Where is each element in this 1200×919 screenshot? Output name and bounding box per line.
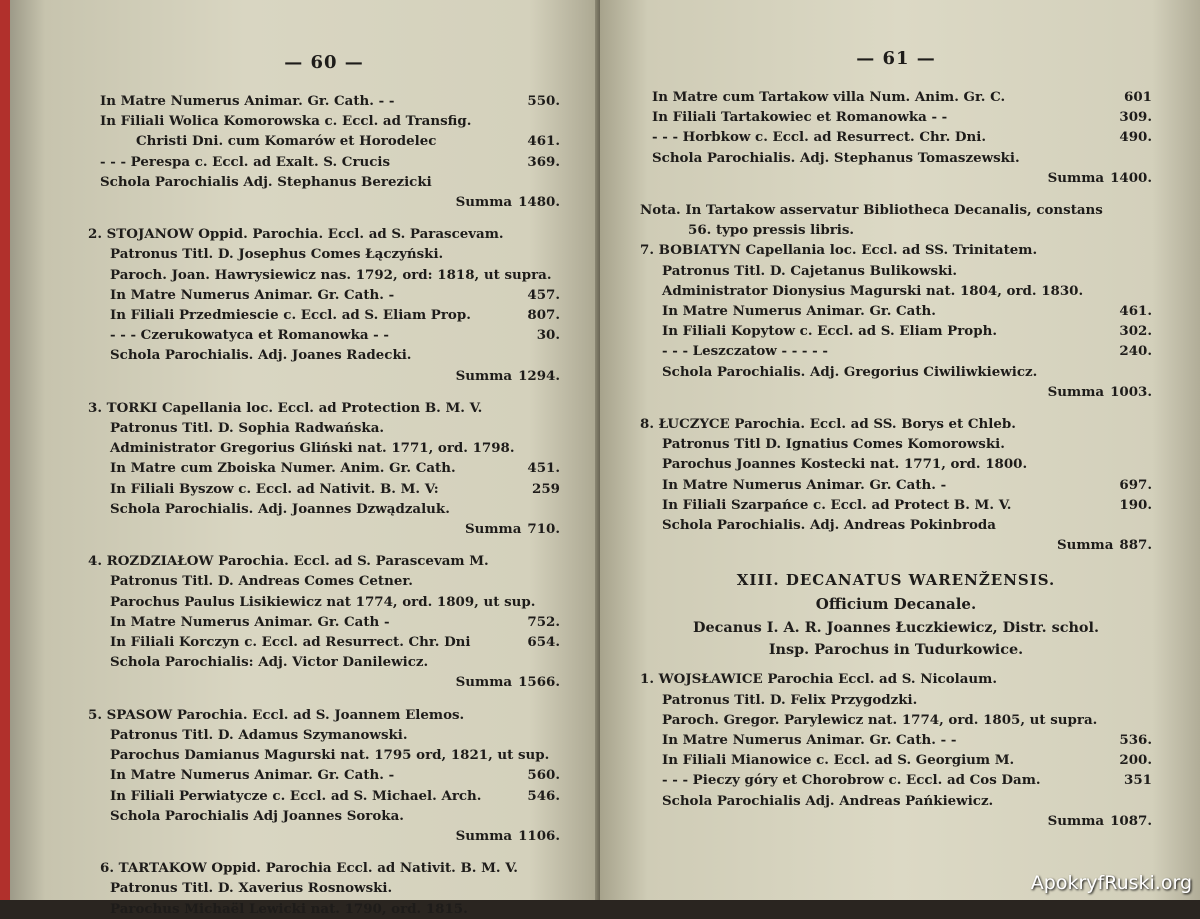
line-value: 1480.	[518, 194, 560, 211]
summa-line	[640, 168, 1152, 188]
text-line	[88, 652, 560, 672]
line-value: 1400.	[1110, 169, 1152, 186]
line-text: Schola Parochialis Adj. Stephanus Berezicki	[100, 173, 432, 190]
line-text: 7. BOBIATYN Capellania loc. Eccl. ad SS. Trinitatem.	[640, 242, 1038, 259]
line-value: 807.	[527, 307, 560, 324]
line-text: 3. TORKI Capellania loc. Eccl. ad Protection B. M. V.	[88, 399, 483, 416]
line-text: 8. ŁUCZYCE Parochia. Eccl. ad SS. Borys et Chleb.	[640, 416, 1016, 433]
text-line	[88, 172, 560, 192]
line-value: 550.	[527, 93, 560, 109]
text-line	[640, 475, 1152, 495]
line-text: Summa	[1047, 812, 1105, 829]
text-line	[88, 325, 560, 345]
watermark: ApokryfRuski.org	[1030, 872, 1192, 894]
left-page	[10, 0, 600, 917]
line-text: In Filiali Kopytow c. Eccl. ad S. Eliam Proph.	[662, 323, 997, 340]
text-line	[640, 710, 1152, 730]
line-text: Schola Parochialis. Adj. Andreas Pokinbroda	[662, 517, 996, 534]
summa-line	[88, 366, 560, 386]
line-text: In Matre Numerus Animar. Gr. Cath. - -	[662, 732, 957, 749]
text-line	[88, 345, 560, 365]
text-line	[88, 152, 560, 172]
officium-heading: Officium Decanale.	[815, 595, 977, 614]
text-line	[640, 495, 1152, 515]
line-text: - - - Perespa c. Eccl. ad Exalt. S. Crucis	[100, 153, 391, 170]
line-text: Patronus Titl. D. Sophia Radwańska.	[110, 420, 385, 437]
text-line	[88, 705, 560, 725]
text-line	[88, 458, 560, 478]
line-text: In Filiali Mianowice c. Eccl. ad S. Georgium M.	[662, 752, 1015, 769]
line-text: Summa	[464, 521, 522, 538]
line-text: - - - Pieczy góry et Chorobrow c. Eccl. ad Cos Dam.	[662, 772, 1041, 789]
text-line	[640, 281, 1152, 301]
line-text: Summa	[1056, 537, 1114, 554]
right-page	[600, 0, 1200, 900]
summa-line	[88, 672, 560, 692]
line-text: Christi Dni. cum Komarów et Horodelec	[136, 133, 437, 150]
line-text: - - - Leszczatow - - - - -	[662, 343, 828, 360]
line-text: Patronus Titl. D. Josephus Comes Łączyński.	[110, 246, 444, 263]
text-line	[88, 224, 560, 244]
line-text: In Matre Numerus Animar. Gr. Cath. -	[110, 286, 395, 303]
line-text: Summa	[1047, 383, 1105, 400]
text-line	[88, 632, 560, 652]
text-line	[88, 806, 560, 826]
text-line	[640, 515, 1152, 535]
line-value: 200.	[1119, 752, 1152, 769]
text-line	[640, 791, 1152, 811]
line-text: In Matre Numerus Animar. Gr. Cath. - -	[100, 93, 395, 109]
text-line	[88, 479, 560, 499]
decanatus-title: XIII. DECANATUS WARENŽENSIS.	[736, 571, 1056, 590]
line-text: - - - Horbkow c. Eccl. ad Resurrect. Chr. Dni.	[652, 129, 987, 146]
paragraph-gap	[88, 386, 560, 398]
line-value: 546.	[527, 787, 560, 804]
line-text: Patronus Titl. D. Felix Przygodzki.	[662, 691, 918, 708]
paragraph-gap	[640, 188, 1152, 200]
line-text: 1. WOJSŁAWICE Parochia Eccl. ad S. Nicolaum.	[640, 671, 997, 688]
text-line	[88, 612, 560, 632]
text-line	[88, 438, 560, 458]
line-text: Paroch. Gregor. Parylewicz nat. 1774, ord. 1805, ut supra.	[662, 711, 1098, 728]
line-text: In Matre Numerus Animar. Gr. Cath -	[110, 613, 390, 630]
line-text: Schola Parochialis Adj. Andreas Pańkiewicz.	[662, 792, 994, 809]
line-text: In Filiali Wolica Komorowska c. Eccl. ad Transfig.	[100, 113, 472, 130]
right-page-text-2	[640, 669, 1152, 831]
line-value: 601	[1124, 89, 1152, 105]
line-value: 461.	[1119, 303, 1152, 320]
text-line	[640, 690, 1152, 710]
line-text: Paroch. Joan. Hawrysiewicz nas. 1792, ord: 1818, ut supra.	[110, 266, 552, 283]
line-value: 259	[532, 480, 560, 497]
line-value: 240.	[1119, 343, 1152, 360]
line-text: In Filiali Byszow c. Eccl. ad Nativit. B. M. V:	[110, 480, 439, 497]
text-line	[88, 499, 560, 519]
line-value: 560.	[527, 767, 560, 784]
line-text: 6. TARTAKOW Oppid. Parochia Eccl. ad Nativit. B. M. V.	[100, 860, 518, 877]
text-line	[640, 669, 1152, 689]
paragraph-gap	[88, 846, 560, 858]
decanus-line-2: Insp. Parochus in Tudurkowice.	[768, 641, 1024, 659]
text-line	[640, 200, 1152, 220]
line-text: Patronus Titl. D. Adamus Szymanowski.	[110, 726, 408, 743]
summa-line	[640, 535, 1152, 555]
text-line	[640, 261, 1152, 281]
text-line	[640, 434, 1152, 454]
text-line	[640, 454, 1152, 474]
line-text: In Matre cum Zboiska Numer. Anim. Gr. Cath.	[110, 460, 456, 477]
line-value: 1106.	[518, 827, 560, 844]
text-line	[88, 765, 560, 785]
line-value: 710.	[527, 521, 560, 538]
line-value: 302.	[1119, 323, 1152, 340]
text-line	[640, 750, 1152, 770]
paragraph-gap	[88, 693, 560, 705]
paragraph-gap	[640, 402, 1152, 414]
summa-line	[640, 382, 1152, 402]
text-line	[640, 127, 1152, 147]
line-text: Nota. In Tartakow asservatur Bibliotheca Decanalis, constans	[640, 202, 1103, 219]
text-line	[88, 899, 560, 919]
text-line	[640, 301, 1152, 321]
line-value: 309.	[1119, 109, 1152, 126]
line-value: 1087.	[1110, 812, 1152, 829]
line-value: 654.	[527, 634, 560, 651]
line-text: In Matre Numerus Animar. Gr. Cath. -	[662, 476, 947, 493]
text-line	[640, 730, 1152, 750]
line-text: Summa	[1047, 169, 1105, 186]
text-line	[88, 285, 560, 305]
summa-line	[88, 192, 560, 212]
text-line	[88, 786, 560, 806]
text-line	[640, 414, 1152, 434]
line-value: 461.	[527, 133, 560, 150]
line-value: 887.	[1119, 537, 1152, 554]
line-value: 1566.	[518, 674, 560, 691]
text-line	[640, 148, 1152, 168]
line-text: Schola Parochialis. Adj. Stephanus Tomaszewski.	[652, 149, 1020, 166]
line-value: 451.	[527, 460, 560, 477]
text-line	[640, 107, 1152, 127]
line-text: Parochus Damianus Magurski nat. 1795 ord, 1821, ut sup.	[110, 747, 550, 764]
line-value: 752.	[527, 613, 560, 630]
text-line	[88, 551, 560, 571]
summa-line	[88, 826, 560, 846]
line-value: 351	[1124, 772, 1152, 789]
decanus-line-1: Decanus I. A. R. Joannes Łuczkiewicz, Distr. schol.	[693, 619, 1099, 637]
text-line	[640, 321, 1152, 341]
line-text: Administrator Dionysius Magurski nat. 1804, ord. 1830.	[662, 282, 1084, 299]
line-text: Patronus Titl. D. Cajetanus Bulikowski.	[662, 262, 958, 279]
text-line	[640, 341, 1152, 361]
line-text: In Matre Numerus Animar. Gr. Cath. -	[110, 767, 395, 784]
text-line	[88, 244, 560, 264]
text-line	[88, 878, 560, 898]
summa-line	[88, 519, 560, 539]
line-value: 369.	[527, 153, 560, 170]
line-text: In Matre cum Tartakow villa Num. Anim. Gr. C.	[652, 89, 1006, 105]
line-text: Schola Parochialis: Adj. Victor Danilewicz.	[110, 654, 429, 671]
page-number-right: — 61 —	[856, 48, 936, 69]
text-line	[88, 305, 560, 325]
line-text: Patronus Titl. D. Xaverius Rosnowski.	[110, 880, 393, 897]
text-line	[88, 398, 560, 418]
line-text: Parochus Paulus Lisikiewicz nat 1774, ord. 1809, ut sup.	[110, 593, 536, 610]
text-line	[88, 571, 560, 591]
text-line	[640, 770, 1152, 790]
line-text: 5. SPASOW Parochia. Eccl. ad S. Joannem Elemos.	[88, 706, 465, 723]
text-line	[88, 745, 560, 765]
line-text: 4. ROZDZIAŁOW Parochia. Eccl. ad S. Parascevam M.	[88, 553, 489, 570]
line-value: 490.	[1119, 129, 1152, 146]
line-text: Administrator Gregorius Gliński nat. 1771, ord. 1798.	[110, 440, 515, 457]
line-text: In Filiali Tartakowiec et Romanowka - -	[652, 109, 948, 126]
line-value: 30.	[536, 327, 560, 344]
text-line	[640, 362, 1152, 382]
left-page-text	[88, 91, 560, 919]
line-value: 1003.	[1110, 383, 1152, 400]
text-line	[88, 418, 560, 438]
line-text: In Filiali Korczyn c. Eccl. ad Resurrect. Chr. Dni	[110, 634, 471, 651]
line-text: Parochus Michaël Lewicki nat. 1790, ord. 1815.	[110, 900, 468, 917]
right-page-text	[640, 87, 1152, 555]
line-text: 2. STOJANOW Oppid. Parochia. Eccl. ad S. Parascevam.	[88, 226, 504, 243]
line-value: 457.	[527, 286, 560, 303]
line-text: Summa	[455, 367, 513, 384]
line-text: In Filiali Szarpańce c. Eccl. ad Protect B. M. V.	[662, 496, 1012, 513]
line-value: 536.	[1119, 732, 1152, 749]
line-text: - - - Czerukowatyca et Romanowka - -	[110, 327, 389, 344]
line-text: Parochus Joannes Kostecki nat. 1771, ord. 1800.	[662, 456, 1028, 473]
text-line	[640, 87, 1152, 107]
line-text: Patronus Titl D. Ignatius Comes Komorowski.	[662, 436, 1005, 453]
line-text: Summa	[455, 827, 513, 844]
line-text: Schola Parochialis. Adj. Gregorius Ciwiliwkiewicz.	[662, 363, 1038, 380]
line-text: Schola Parochialis Adj Joannes Soroka.	[110, 807, 404, 824]
line-value: 1294.	[518, 367, 560, 384]
text-line	[88, 592, 560, 612]
line-text: Summa	[455, 194, 513, 211]
paragraph-gap	[88, 539, 560, 551]
text-line	[88, 131, 560, 151]
summa-line	[640, 811, 1152, 831]
text-line	[88, 111, 560, 131]
text-line	[88, 91, 560, 111]
text-line	[88, 265, 560, 285]
page-number-left: — 60 —	[284, 52, 364, 73]
text-line	[640, 220, 1152, 240]
line-text: Schola Parochialis. Adj. Joannes Dzwądzaluk.	[110, 500, 450, 517]
line-text: 56. typo pressis libris.	[688, 222, 855, 239]
line-value: 697.	[1119, 476, 1152, 493]
text-line	[640, 240, 1152, 260]
line-text: In Filiali Perwiatycze c. Eccl. ad S. Michael. Arch.	[110, 787, 482, 804]
line-text: Patronus Titl. D. Andreas Comes Cetner.	[110, 573, 413, 590]
line-text: Schola Parochialis. Adj. Joanes Radecki.	[110, 347, 412, 364]
line-value: 190.	[1119, 496, 1152, 513]
line-text: In Filiali Przedmiescie c. Eccl. ad S. Eliam Prop.	[110, 307, 471, 324]
paragraph-gap	[88, 212, 560, 224]
text-line	[88, 858, 560, 878]
line-text: Summa	[455, 674, 513, 691]
line-text: In Matre Numerus Animar. Gr. Cath.	[662, 303, 936, 320]
text-line	[88, 725, 560, 745]
